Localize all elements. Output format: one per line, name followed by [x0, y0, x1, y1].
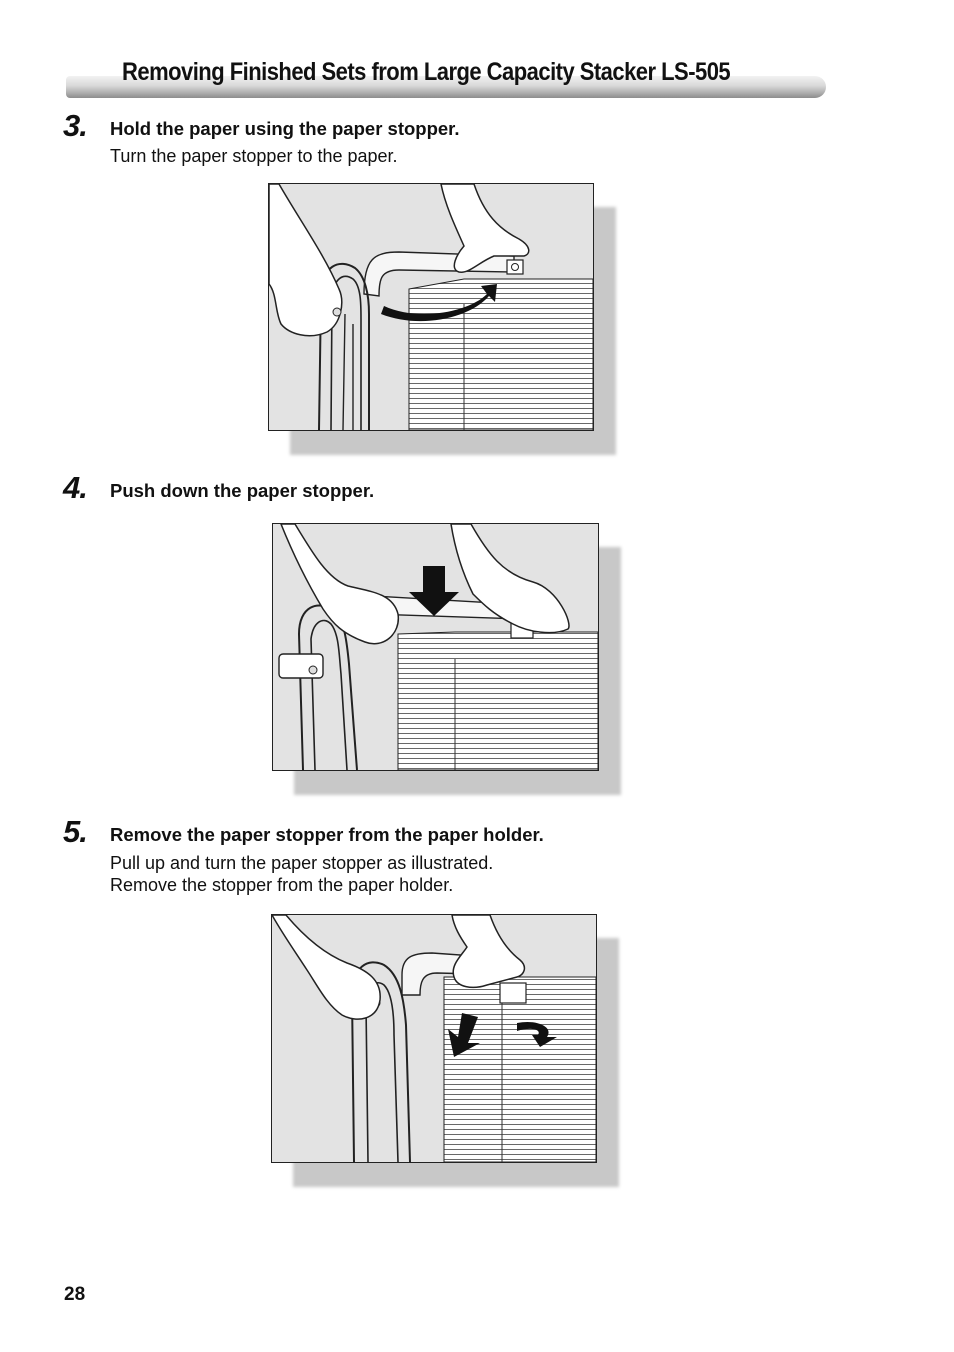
step-4-heading: Push down the paper stopper. — [110, 480, 375, 501]
step-5-heading: Remove the paper stopper from the paper holder. — [110, 824, 544, 845]
step-5-text — [110, 852, 493, 896]
step-3-line-1: Turn the paper stopper to the paper. — [110, 146, 398, 166]
left-hand — [272, 915, 380, 1019]
step-3-heading: Hold the paper using the paper stopper. — [110, 118, 460, 139]
paper-stack — [398, 632, 598, 770]
step-5-line-2: Remove the stopper from the paper holder. — [110, 875, 454, 895]
step-3-text — [110, 145, 398, 167]
paper-stack — [409, 279, 593, 430]
step-5-number: 5. — [63, 814, 87, 849]
step-5-line-1: Pull up and turn the paper stopper as illustrated. — [110, 853, 494, 873]
step-4-illustration — [272, 523, 599, 771]
paper-stopper-remove-illustration — [271, 914, 597, 1163]
step-5-illustration — [271, 914, 597, 1163]
page-title: Removing Finished Sets from Large Capacity Stacker LS-505 — [122, 58, 731, 86]
right-hand — [452, 915, 524, 987]
step-3-number: 3. — [63, 108, 87, 143]
paper-stopper-turn-illustration — [268, 183, 594, 431]
paper-stopper-push-illustration — [272, 523, 599, 771]
step-4-number: 4. — [63, 470, 87, 505]
page-number: 28 — [64, 1284, 86, 1305]
paper-stack — [444, 977, 596, 1162]
left-hand — [269, 184, 342, 336]
step-3-illustration — [268, 183, 594, 431]
